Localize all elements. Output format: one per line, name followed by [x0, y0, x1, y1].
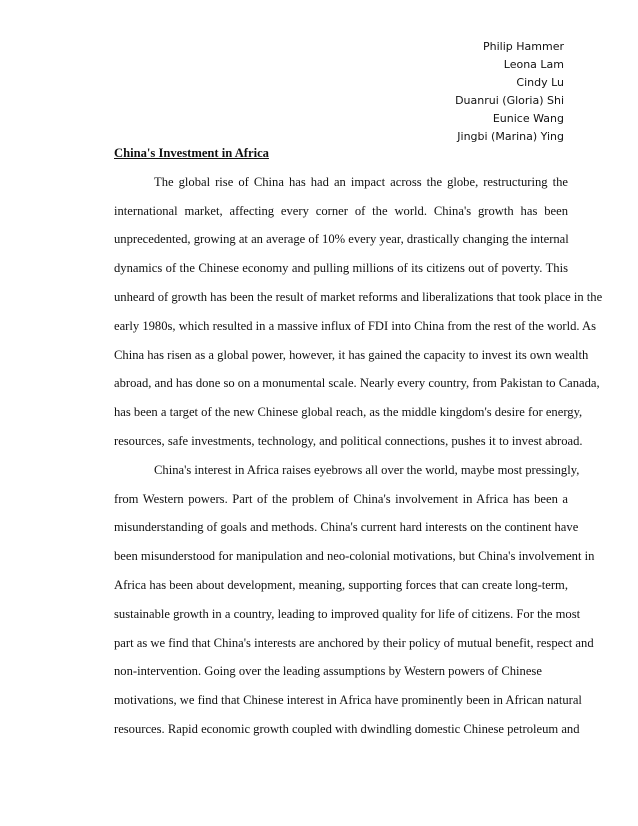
text-line: misunderstanding of goals and methods. China's current hard interests on the continent have — [114, 520, 579, 535]
text-line: resources, safe investments, technology, and political connections, pushes it to invest abroad. — [114, 433, 583, 448]
text-line: from Western powers. Part of the problem of China's involvement in Africa has been a — [114, 491, 568, 506]
text-line: unprecedented, growing at an average of 10% every year, drastically changing the internal — [114, 232, 569, 247]
text-line: been misunderstood for manipulation and neo-colonial motivations, but China's involvement in — [114, 549, 595, 564]
text-line: motivations, we find that Chinese interest in Africa have prominently been in African natural — [114, 693, 582, 708]
author-list — [455, 38, 564, 146]
paragraph-1 — [74, 168, 603, 456]
author-name: Philip Hammer — [483, 40, 564, 53]
author-name: Jingbi (Marina) Ying — [457, 130, 564, 143]
text-line: international market, affecting every corner of the world. China's growth has been — [114, 203, 568, 218]
text-line: abroad, and has done so on a monumental scale. Nearly every country, from Pakistan to Canada, — [114, 376, 600, 391]
text-line: part as we find that China's interests are anchored by their policy of mutual benefit, respect and — [114, 635, 594, 650]
text-line: sustainable growth in a country, leading to improved quality for life of citizens. For the most — [114, 606, 581, 621]
document-title: China's Investment in Africa — [114, 146, 269, 160]
text-line: dynamics of the Chinese economy and pulling millions of its citizens out of poverty. This — [114, 261, 568, 276]
text-line: resources. Rapid economic growth coupled with dwindling domestic Chinese petroleum and — [114, 721, 580, 736]
text-line: non-intervention. Going over the leading assumptions by Western powers of Chinese — [114, 664, 542, 679]
text-line: early 1980s, which resulted in a massive influx of FDI into China from the rest of the world. As — [114, 318, 596, 333]
text-line: unheard of growth has been the result of market reforms and liberalizations that took place in the — [114, 289, 603, 304]
text-line: The global rise of China has had an impact across the globe, restructuring the — [154, 174, 568, 189]
author-name: Eunice Wang — [492, 112, 564, 125]
author-name: Cindy Lu — [516, 76, 564, 89]
document-body — [74, 139, 603, 744]
text-line: has been a target of the new Chinese global reach, as the middle kingdom's desire for energy, — [114, 405, 583, 420]
author-name: Leona Lam — [503, 58, 564, 71]
paragraph-2 — [74, 456, 595, 744]
author-name: Duanrui (Gloria) Shi — [455, 94, 564, 107]
text-line: China's interest in Africa raises eyebrows all over the world, maybe most pressingly, — [154, 462, 580, 477]
text-line: China has risen as a global power, however, it has gained the capacity to invest its own wealth — [114, 347, 589, 362]
text-line: Africa has been about development, meaning, supporting forces that can create long-term, — [114, 577, 568, 592]
